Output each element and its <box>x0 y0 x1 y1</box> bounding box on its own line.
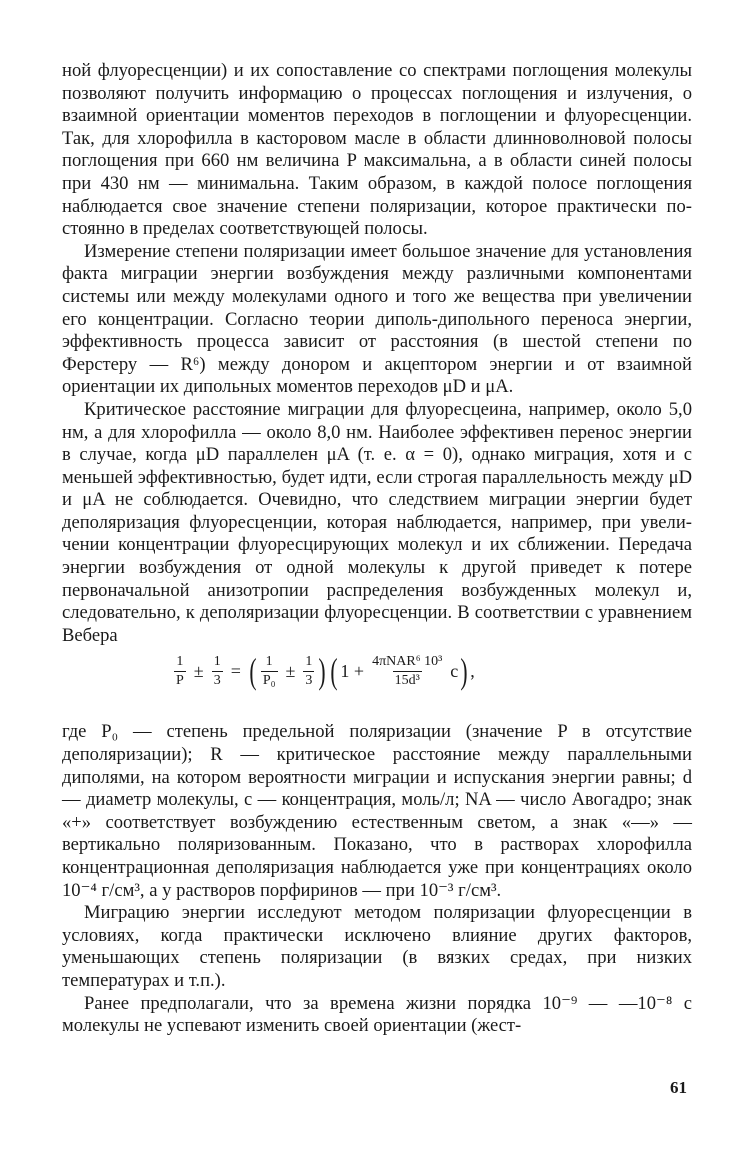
paragraph-1: ной флуоресценции) и их сопоставление со спектрами поглощения молекулы позволяют получить информацию о процессах поглощения и излучения, о взаимной ориентации моментов переходов в поглощении и флуоресценции. Так, для хлорофилла в касторовом масле в области длинноволновой полосы поглощения при 660 нм величина P максимальна, а в области синей полосы при 430 нм — минимальна. Таким образом, в каждой полосе поглощения наблюдается свое значение степени поляризации, которое практически постоянно в пределах соответствующей полосы. <box>62 60 692 240</box>
fraction-migration-term: $\frac{\text{4πNAR⁶ 10³}}{\text{15d³}}$ <box>372 653 443 688</box>
fraction-1-over-3: $\frac{1}{3}$ <box>213 653 221 688</box>
paragraph-2: Измерение степени поляризации имеет большое значение для установления факта миграции энергии возбуждения между различными компонентами системы или между молекулами одного и того же вещества при увеличении его концентрации. Согласно теории диполь-дипольного переноса энергии, эффективность процесса зависит от расстояния (в шестой степени по Ферстеру — R⁶) между донором и акцептором энергии и от взаимной ориентации их дипольных моментов переходов μD и μA. <box>62 240 692 398</box>
page-number: 61 <box>670 1078 687 1097</box>
fraction-1-over-p0: $\frac{1}{\text{P₀}}$ <box>262 653 276 688</box>
weber-equation: $\frac{1}{P}$ ± $\frac{1}{3}$ = ( $\frac{1}{\text{P₀}}$ ± $\frac{1}{3}$ ) ( 1 + $\frac{\text{4πNAR⁶ 10³}}{\text{15d³}}$ c ) , <box>176 651 475 692</box>
text-column <box>62 60 692 1038</box>
paragraph-5: Миграцию энергии исследуют методом поляризации флуоресценции в условиях, когда практически исключено влияние других факторов, уменьшающих степень поляризации (в вязких средах, при низких температурах и т.п.). <box>62 902 692 991</box>
fraction-1-over-p: $\frac{1}{P}$ <box>176 653 184 688</box>
fraction-1-over-3b: $\frac{1}{3}$ <box>305 653 313 688</box>
paragraph-6: Ранее предполагали, что за времена жизни порядка 10⁻⁹ — —10⁻⁸ с молекулы не успевают изменить своей ориентации (жест- <box>62 992 692 1037</box>
paragraph-3: Критическое расстояние миграции для флуоресцеина, например, около 5,0 нм, а для хлорофилла — около 8,0 нм. Наиболее эффективен перенос энергии в случае, когда μD параллелен μA (т. е. α = 0), однако миграция, хотя и с меньшей эффективностью, будет идти, если строгая параллельность между μD и μA не соблюдается. Очевидно, что следствием миграции энергии будет деполяризация флуоресценции, которая наблюдается, например, при увеличении концентрации флуоресцирующих молекул и их сближении. Передача энергии возбуждения от одной молекулы к другой приведет к потере первоначальной анизотропии распределения возбужденных молекул и, следовательно, к деполяризации флуоресценции. В соответствии с уравнением Вебера <box>62 398 692 646</box>
paragraph-4: где P₀ — степень предельной поляризации (значение P в отсутствие деполяризации); R — критическое расстояние между параллельными диполями, на котором вероятности миграции и испускания энергии равны; d — диаметр молекулы, c — концентрация, моль/л; NA — число Авогадро; знак «+» соответствует возбуждению естественным светом, а знак «—» — вертикально поляризованным. Показано, что в растворах хлорофилла концентрационная деполяризация наблюдается уже при концентрациях около 10⁻⁴ г/см³, а у растворов порфиринов — при 10⁻³ г/см³. <box>62 721 692 901</box>
